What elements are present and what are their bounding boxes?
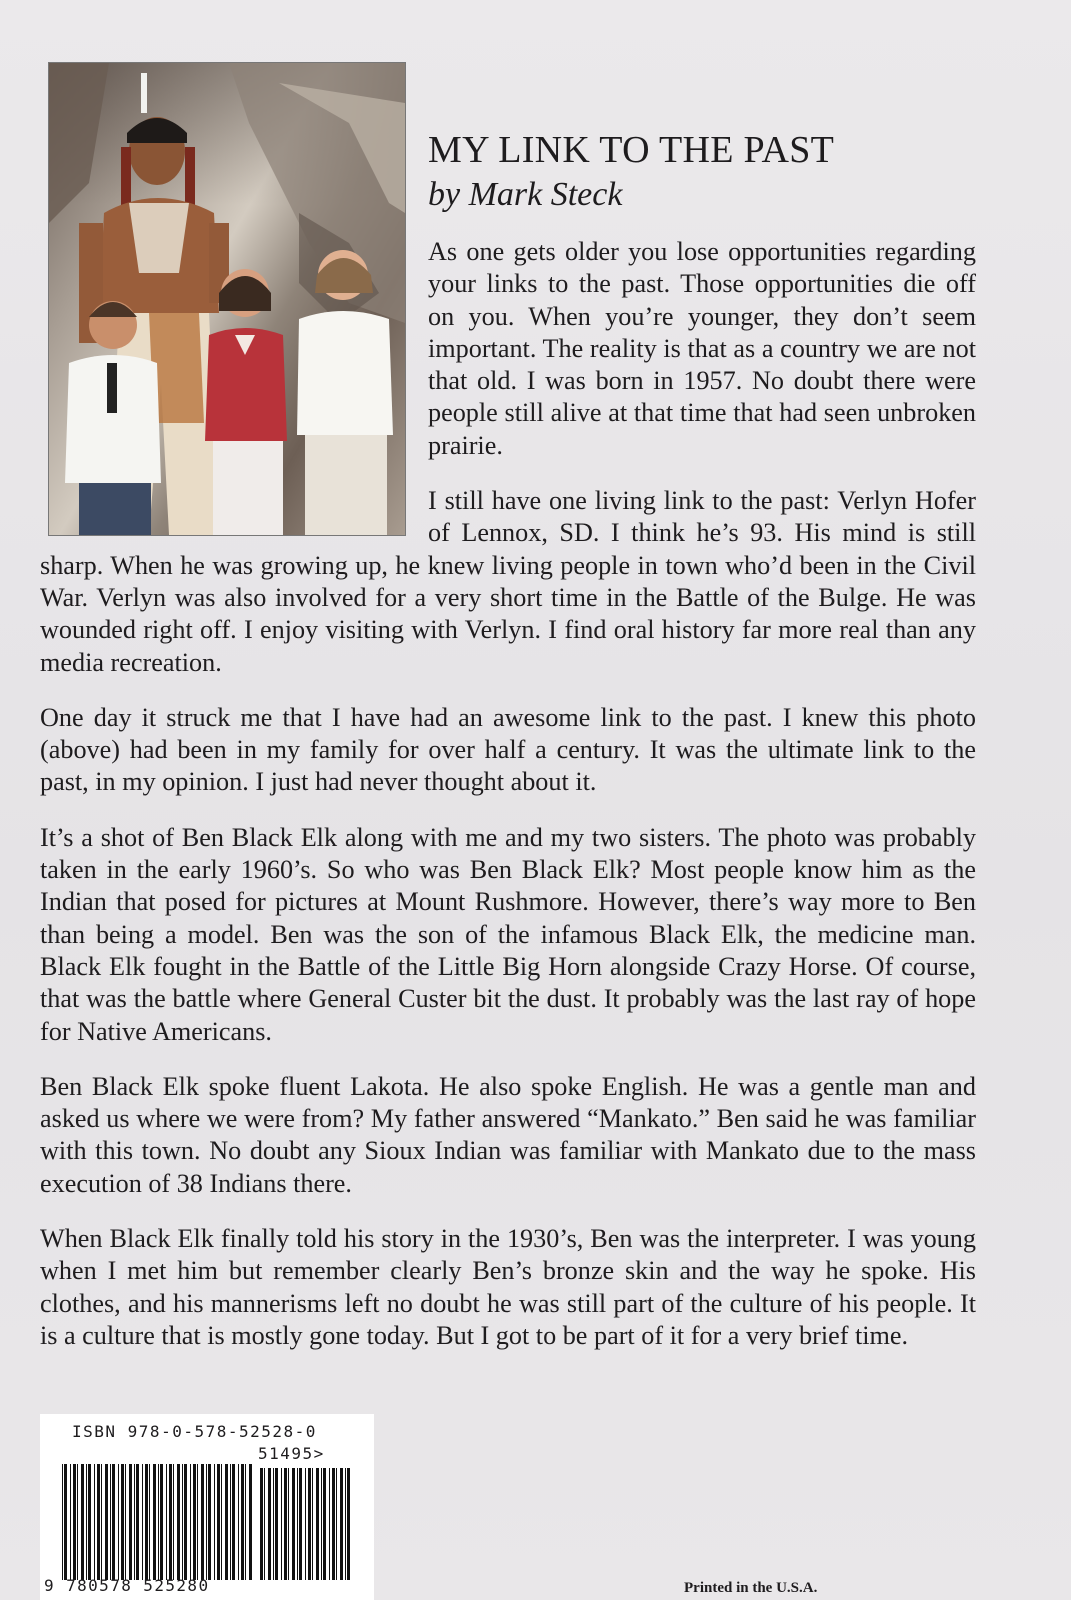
paragraph: When Black Elk finally told his story in the 1930’s, Ben was the interpreter. I was young when I met him but remember clearly Ben’s bronze skin and the way he spoke. His clothes, and his mannerisms left no doubt he was still part of the culture of his people. It is a culture that is mostly gone today. But I got to be part of it for a very brief time.	[40, 1224, 976, 1350]
paragraph: One day it struck me that I have had an awesome link to the past. I knew this photo (above) had been in my family for over half a century. It was the ultimate link to the past, in my opinion. I just had never thought about it.	[40, 702, 976, 797]
barcode-number: 9 780578 525280	[44, 1576, 210, 1595]
book-title: MY LINK TO THE PAST	[428, 129, 835, 171]
main-barcode-bars	[62, 1464, 254, 1580]
isbn-barcode	[40, 1414, 374, 1600]
author-byline: by Mark Steck	[428, 176, 623, 213]
price-code: 51495>	[258, 1444, 325, 1463]
synopsis-text	[40, 236, 976, 1375]
paragraph: As one gets older you lose opportunities regarding your links to the past. Those opportunities die off on you. When you’re younger, they don’t seem important. The reality is that as a country we are not that old. I was born in 1957. No doubt there were people still alive at that time that had seen unbroken prairie.	[428, 237, 976, 460]
isbn-label: ISBN 978-0-578-52528-0	[72, 1422, 317, 1441]
addon-barcode-bars	[260, 1468, 350, 1580]
photo-spacer	[40, 236, 428, 522]
paragraph: It’s a shot of Ben Black Elk along with me and my two sisters. The photo was probably taken in the early 1960’s. So who was Ben Black Elk? Most people know him as the Indian that posed for pictures at Mount Rushmore. However, there’s way more to Ben than being a model. Ben was the son of the infamous Black Elk, the medicine man. Black Elk fought in the Battle of the Little Big Horn alongside Crazy Horse. Of course, that was the battle where General Custer bit the dust. It probably was the last ray of hope for Native Americans.	[40, 822, 976, 1046]
paragraph: Ben Black Elk spoke fluent Lakota. He also spoke English. He was a gentle man and asked us where we were from? My father answered “Mankato.” Ben said he was familiar with this town. No doubt any Sioux Indian was familiar with Mankato due to the mass execution of 38 Indians there.	[40, 1071, 976, 1198]
paragraph: I still have one living link to the past: Verlyn Hofer of Lennox, SD. I think he’s 93. His mind is still sharp. When he was growing up, he knew living people in town who’d been in the Civil War. Verlyn was also involved for a very short time in the Battle of the Bulge. He was wounded right off. I enjoy visiting with Verlyn. I find oral history far more real than any media recreation.	[40, 486, 976, 677]
printed-in-usa: Printed in the U.S.A.	[684, 1580, 818, 1596]
